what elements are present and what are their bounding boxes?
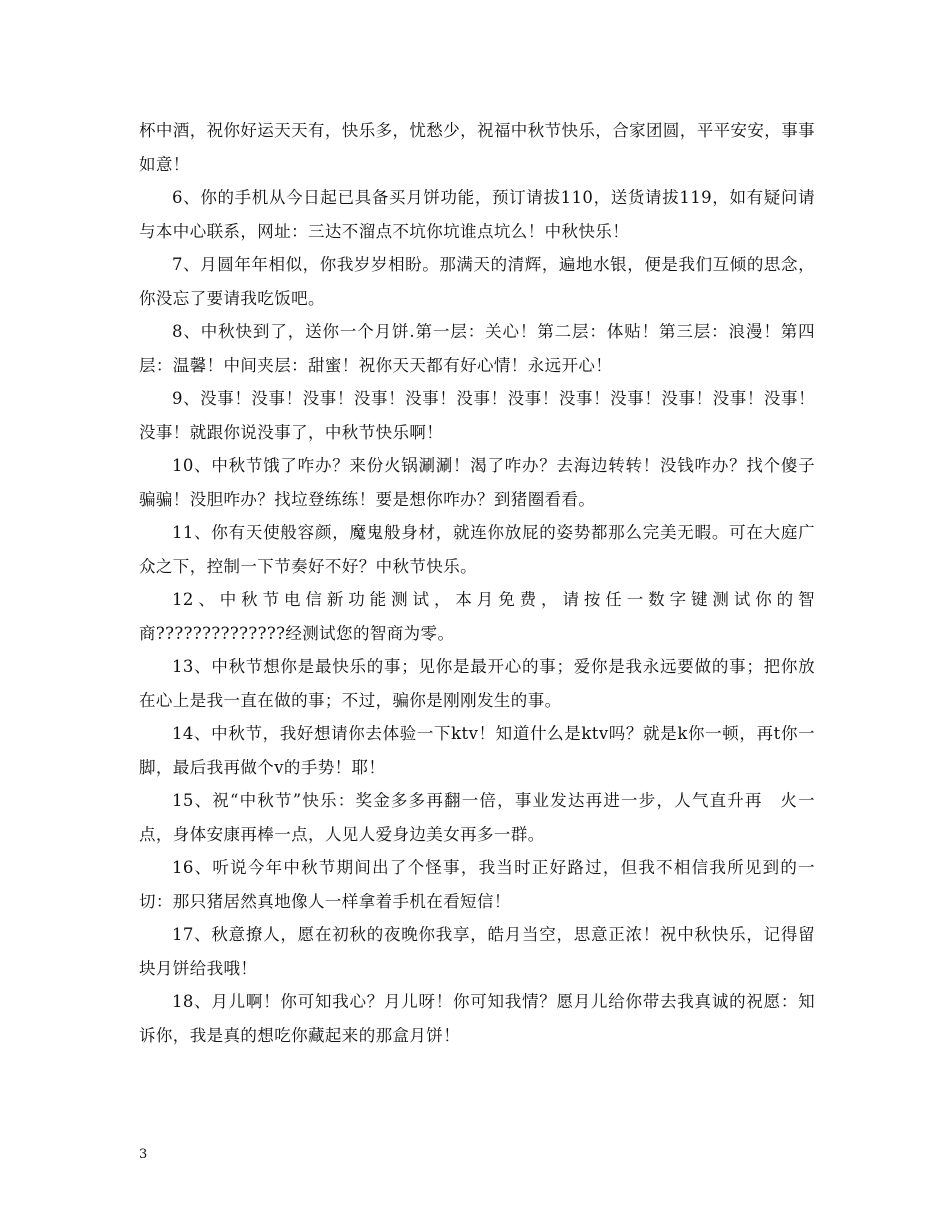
paragraph-item-17: 17、秋意撩人，愿在初秋的夜晚你我享，皓月当空，思意正浓！祝中秋快乐，记得留块月饼给我哦！	[139, 925, 815, 978]
paragraph-item-14: 14、中秋节，我好想请你去体验一下ktv！知道什么是ktv吗？就是k你一顿，再t你一脚，最后我再做个v的手势！耶！	[139, 724, 815, 777]
paragraph-item-9: 9、没事！没事！没事！没事！没事！没事！没事！没事！没事！没事！没事！没事！没事！就跟你说没事了，中秋节快乐啊！	[139, 389, 815, 442]
paragraph-item-15: 15、祝“中秋节”快乐：奖金多多再翻一倍，事业发达再进一步，人气直升再 火一点，身体安康再棒一点，人见人爱身边美女再多一群。	[139, 791, 815, 844]
page-number: 3	[139, 1147, 148, 1162]
paragraph-item-18: 18、月儿啊！你可知我心？月儿呀！你可知我情？愿月儿给你带去我真诚的祝愿：知诉你，我是真的想吃你藏起来的那盒月饼！	[139, 992, 815, 1045]
paragraph-item-6: 6、你的手机从今日起已具备买月饼功能，预订请拔110，送货请拔119，如有疑问请与本中心联系，网址：三达不溜点不坑你坑谁点坑么！中秋快乐！	[139, 188, 815, 241]
paragraph-item-11: 11、你有天使般容颜，魔鬼般身材，就连你放屁的姿势都那么完美无暇。可在大庭广众之下，控制一下节奏好不好？中秋节快乐。	[139, 523, 815, 576]
paragraph-item-10: 10、中秋节饿了咋办？来份火锅涮涮！渴了咋办？去海边转转！没钱咋办？找个傻子骗骗！没胆咋办？找垃登练练！要是想你咋办？到猪圈看看。	[139, 456, 815, 509]
paragraph-item-13: 13、中秋节想你是最快乐的事；见你是最开心的事；爱你是我永远要做的事；把你放在心上是我一直在做的事；不过，骗你是刚刚发生的事。	[139, 657, 815, 710]
paragraph-continuation: 杯中酒，祝你好运天天有，快乐多，忧愁少，祝福中秋节快乐，合家团圆，平平安安，事事如意！	[139, 121, 815, 174]
paragraph-item-16: 16、听说今年中秋节期间出了个怪事，我当时正好路过，但我不相信我所见到的一切：那只猪居然真地像人一样拿着手机在看短信！	[139, 858, 815, 911]
paragraph-item-7: 7、月圆年年相似，你我岁岁相盼。那满天的清辉，遍地水银，便是我们互倾的思念，你没忘了要请我吃饭吧。	[139, 255, 815, 308]
paragraph-item-12: 12、中秋节电信新功能测试，本月免费，请按任一数字键测试你的智商??????????????经测试您的智商为零。	[139, 590, 815, 643]
document-body	[139, 114, 815, 1052]
paragraph-item-8: 8、中秋快到了，送你一个月饼.第一层：关心！第二层：体贴！第三层：浪漫！第四层：温馨！中间夹层：甜蜜！祝你天天都有好心情！永远开心！	[139, 322, 815, 375]
